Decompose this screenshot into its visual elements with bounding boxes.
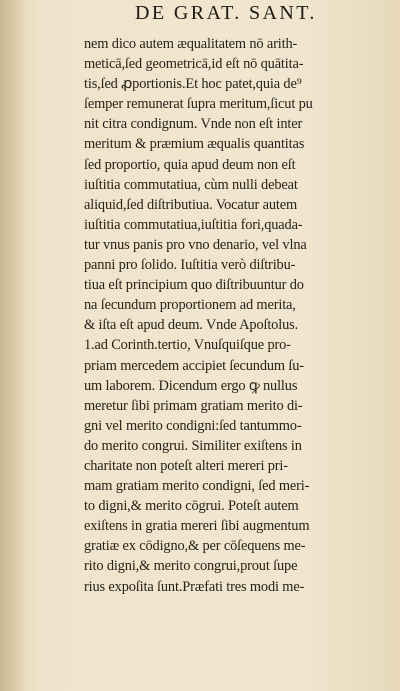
text-line: 1.ad Corinth.tertio, Vnuſquiſque pro- xyxy=(84,337,291,354)
text-line: panni pro ſolido. Iuſtitia verò diſtribu- xyxy=(84,257,296,274)
text-line: do merito congrui. Similiter exiſtens in xyxy=(84,437,302,454)
text-line: iuſtitia commutatiua, cùm nulli debeat xyxy=(84,176,298,193)
text-line: meticā,ſed geometricā,id eſt nō quātita- xyxy=(84,56,304,73)
running-head: DE GRAT. SANT. xyxy=(135,2,317,24)
text-line: aliquid,ſed diſtributiua. Vocatur autem xyxy=(84,196,298,213)
text-line: tiua eſt principium quo diſtribuuntur do xyxy=(84,277,304,294)
text-line: priam mercedem accipiet ſecundum ſu- xyxy=(84,357,304,374)
text-line: rito digni,& merito congrui,prout ſupe xyxy=(84,558,298,575)
text-line: gni vel merito condigni:ſed tantummo- xyxy=(84,417,302,434)
text-line: meretur ſibi primam gratiam merito di- xyxy=(84,397,303,414)
text-line: gratiæ ex cōdigno,& per cōſequens me- xyxy=(84,538,306,555)
text-line: um laborem. Dicendum ergo ꝙ nullus xyxy=(84,377,298,394)
text-line: nem dico autem æqualitatem nō arith- xyxy=(84,36,298,52)
text-line: tis,ſed ꝓportionis.Et hoc patet,quia de⁹ xyxy=(84,76,302,93)
text-line: to digni,& merito cōgrui. Poteſt autem xyxy=(84,498,299,515)
text-line: mam gratiam merito condigni, ſed meri- xyxy=(84,478,310,495)
body-text xyxy=(84,34,390,597)
page-gutter-shadow xyxy=(0,0,26,691)
text-line: exiſtens in gratia mereri ſibi augmentum xyxy=(84,518,310,535)
text-line: meritum & præmium æqualis quantitas xyxy=(84,136,305,153)
text-line: charitate non poteſt alteri mereri pri- xyxy=(84,457,288,474)
text-line: & iſta eſt apud deum. Vnde Apoſtolus. xyxy=(84,317,299,334)
text-line: nit citra condignum. Vnde non eſt inter xyxy=(84,116,303,133)
text-line: ſed proportio, quia apud deum non eſt xyxy=(84,156,296,173)
text-line: iuſtitia commutatiua,iuſtitia fori,quada- xyxy=(84,216,303,233)
text-line: ſemper remunerat ſupra meritum,ſicut pu xyxy=(84,96,313,113)
text-line: rius expoſita ſunt.Præfati tres modi me- xyxy=(84,578,305,595)
text-line: tur vnus panis pro vno denario, vel vlna xyxy=(84,236,307,253)
text-line: na ſecundum proportionem ad merita, xyxy=(84,297,296,314)
